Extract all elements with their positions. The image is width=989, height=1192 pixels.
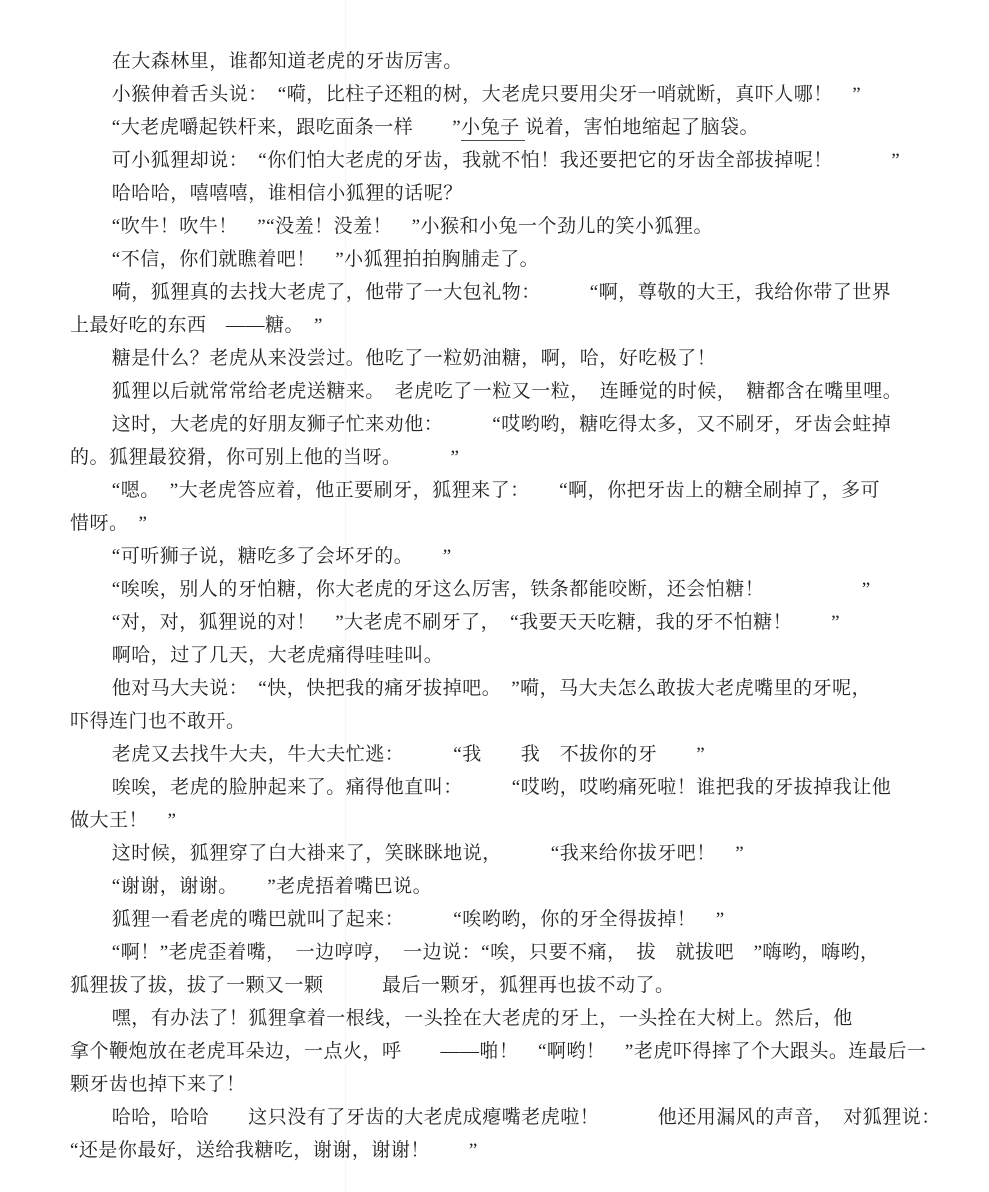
text-line <box>70 507 930 540</box>
text-line <box>70 276 930 309</box>
text-segment: 做大王！ ” <box>70 810 177 831</box>
text-segment: 的。狐狸最狡猾，你可别上他的当呀。 ” <box>70 447 460 468</box>
text-segment: 拿个鞭炮放在老虎耳朵边，一点火，呼 ——啪！ “啊哟！ ”老虎吓得摔了个大跟头。连最后一 <box>70 1041 927 1062</box>
text-line <box>70 1134 930 1167</box>
text-line <box>70 837 930 870</box>
text-line <box>70 903 930 936</box>
text-segment: 吓得连门也不敢开。 <box>70 711 246 732</box>
text-line <box>70 606 930 639</box>
text-line <box>70 309 930 342</box>
text-segment: “可听狮子说，糖吃多了会坏牙的。 ” <box>111 546 452 567</box>
text-segment: 惜呀。 ” <box>70 513 148 534</box>
text-line <box>70 210 930 243</box>
text-line <box>70 243 930 276</box>
text-segment: 这时，大老虎的好朋友狮子忙来劝他： “哎哟哟，糖吃得太多，又不刷牙，牙齿会蛀掉 <box>111 414 892 435</box>
text-segment: 糖是什么？老虎从来没尝过。他吃了一粒奶油糖，啊，哈，好吃极了！ <box>111 348 717 369</box>
text-line <box>70 540 930 573</box>
text-segment: 在大森林里，谁都知道老虎的牙齿厉害。 <box>111 51 463 72</box>
text-segment: 嘿，有办法了！狐狸拿着一根线，一头拴在大老虎的牙上，一头拴在大树上。然后，他 <box>111 1008 853 1029</box>
text-line <box>70 1035 930 1068</box>
text-line <box>70 45 930 78</box>
text-segment: “对，对，狐狸说的对！ ”大老虎不刷牙了， “我要天天吃糖，我的牙不怕糖！ ” <box>111 612 841 633</box>
text-segment: “大老虎嚼起铁杆来，跟吃面条一样 ” <box>111 117 462 138</box>
text-segment: “还是你最好，送给我糖吃，谢谢，谢谢！ ” <box>70 1140 478 1161</box>
story-text <box>70 45 941 1167</box>
text-segment: 老虎又去找牛大夫，牛大夫忙逃： “我 我 不拔你的牙 ” <box>111 744 706 765</box>
text-segment: “谢谢，谢谢。 ”老虎捂着嘴巴说。 <box>111 876 433 897</box>
text-segment: “吹牛！吹牛！ ”“没羞！没羞！ ”小猴和小兔一个劲儿的笑小狐狸。 <box>111 216 714 237</box>
text-segment: 狐狸一看老虎的嘴巴就叫了起来： “唉哟哟，你的牙全得拔掉！ ” <box>111 909 725 930</box>
text-line <box>70 375 930 408</box>
text-line <box>70 771 930 804</box>
text-line <box>70 1002 930 1035</box>
text-line <box>70 474 930 507</box>
text-segment: 哈哈，哈哈 这只没有了牙齿的大老虎成瘪嘴老虎啦！ 他还用漏风的声音， 对狐狸说： <box>111 1107 941 1128</box>
text-line <box>70 1068 930 1101</box>
text-line <box>70 936 930 969</box>
text-line <box>70 177 930 210</box>
text-segment: 啊哈，过了几天，大老虎痛得哇哇叫。 <box>111 645 444 666</box>
text-line <box>70 342 930 375</box>
text-line <box>70 969 930 1002</box>
text-line <box>70 441 930 474</box>
underlined-word: 小兔子 <box>461 117 525 141</box>
text-segment: 上最好吃的东西 ——糖。 ” <box>70 315 323 336</box>
text-segment: 这时候，狐狸穿了白大褂来了，笑眯眯地说， “我来给你拔牙吧！ ” <box>111 843 745 864</box>
text-segment: “唉唉，别人的牙怕糖，你大老虎的牙这么厉害，铁条都能咬断，还会怕糖！ ” <box>111 579 871 600</box>
text-line <box>70 1101 941 1134</box>
text-segment: “啊！”老虎歪着嘴， 一边哼哼， 一边说：“唉，只要不痛， 拔 就拔吧 ”嗨哟，嗨哟， <box>111 942 880 963</box>
text-segment: 他对马大夫说： “快，快把我的痛牙拔掉吧。 ”嗬，马大夫怎么敢拔大老虎嘴里的牙呢， <box>111 678 872 699</box>
text-segment: “嗯。 ”大老虎答应着，他正要刷牙，狐狸来了： “啊，你把牙齿上的糖全刷掉了，多可 <box>111 480 881 501</box>
text-segment: 颗牙齿也掉下来了！ <box>70 1074 246 1095</box>
text-segment: 可小狐狸却说： “你们怕大老虎的牙齿，我就不怕！我还要把它的牙齿全部拔掉呢！ ” <box>111 150 901 171</box>
text-line <box>70 870 930 903</box>
text-segment: 唉唉，老虎的脸肿起来了。痛得他直叫： “哎哟，哎哟痛死啦！谁把我的牙拔掉我让他 <box>111 777 892 798</box>
text-segment: 说着，害怕地缩起了脑袋。 <box>524 117 759 138</box>
text-line <box>70 408 930 441</box>
text-line <box>70 672 930 705</box>
text-segment: “不信，你们就瞧着吧！ ”小狐狸拍拍胸脯走了。 <box>111 249 540 270</box>
text-segment: 狐狸以后就常常给老虎送糖来。 老虎吃了一粒又一粒， 连睡觉的时候， 糖都含在嘴里哩。 <box>111 381 903 402</box>
text-segment: 嗬，狐狸真的去找大老虎了，他带了一大包礼物： “啊，尊敬的大王，我给你带了世界 <box>111 282 892 303</box>
text-line <box>70 639 930 672</box>
text-line <box>70 78 930 111</box>
text-line <box>70 804 930 837</box>
text-line <box>70 573 930 606</box>
text-segment: 小猴伸着舌头说： “嗬，比柱子还粗的树，大老虎只要用尖牙一哨就断，真吓人哪！ ” <box>111 84 862 105</box>
text-segment: 狐狸拔了拔，拔了一颗又一颗 最后一颗牙，狐狸再也拔不动了。 <box>70 975 675 996</box>
text-line <box>70 144 930 177</box>
text-line <box>70 738 930 771</box>
text-line <box>70 111 930 144</box>
text-segment: 哈哈哈，嘻嘻嘻，谁相信小狐狸的话呢？ <box>111 183 463 204</box>
text-line <box>70 705 930 738</box>
